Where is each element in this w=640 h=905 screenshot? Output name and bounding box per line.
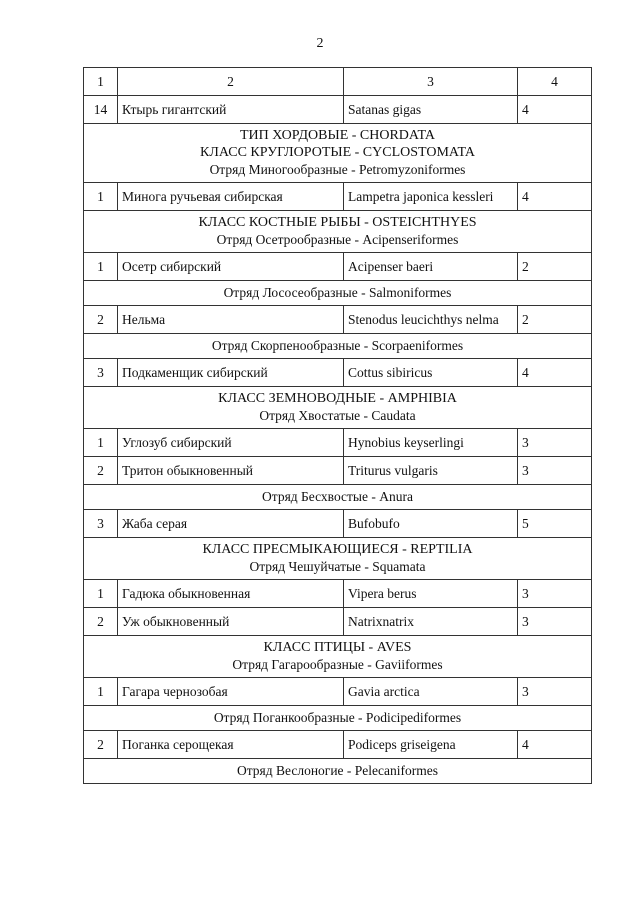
taxon-order-heading: Отряд Веслоногие - Pelecaniformes <box>236 763 439 778</box>
taxon-class-heading: КЛАСС ПРЕСМЫКАЮЩИЕСЯ - REPTILIA <box>202 542 473 557</box>
category-cell: 3 <box>518 429 592 457</box>
taxon-order-heading: Отряд Лососеобразные - Salmoniformes <box>223 285 452 300</box>
taxon-section-row <box>84 706 592 731</box>
row-number-cell: 1 <box>84 580 118 608</box>
taxon-heading-cell <box>84 636 592 678</box>
table-row <box>84 457 592 485</box>
taxon-heading-cell <box>84 334 592 359</box>
latin-name-cell: Bufobufo <box>344 510 518 538</box>
taxon-order-heading: Отряд Гагарообразные - Gaviiformes <box>232 657 443 672</box>
taxon-section-row <box>84 124 592 183</box>
table-row <box>84 306 592 334</box>
species-table <box>83 67 592 784</box>
table-row <box>84 429 592 457</box>
category-cell: 3 <box>518 678 592 706</box>
category-cell: 2 <box>518 253 592 281</box>
row-number-cell: 1 <box>84 183 118 211</box>
latin-name-cell: Hynobius keyserlingi <box>344 429 518 457</box>
row-number-cell: 1 <box>84 429 118 457</box>
category-cell: 3 <box>518 457 592 485</box>
taxon-class-heading: КЛАСС КРУГЛОРОТЫЕ - CYCLOSTOMATA <box>200 145 475 160</box>
page-number: 2 <box>316 36 324 51</box>
column-number-1: 1 <box>84 68 118 96</box>
category-cell: 4 <box>518 359 592 387</box>
taxon-heading-cell <box>84 706 592 731</box>
table-row <box>84 510 592 538</box>
russian-name-cell: Уж обыкновенный <box>118 608 344 636</box>
category-cell: 4 <box>518 731 592 759</box>
russian-name-cell: Минога ручьевая сибирская <box>118 183 344 211</box>
latin-name-cell: Vipera berus <box>344 580 518 608</box>
table-row <box>84 96 592 124</box>
column-number-4: 4 <box>518 68 592 96</box>
taxon-class-heading: КЛАСС ЗЕМНОВОДНЫЕ - AMPHIBIA <box>218 391 457 406</box>
table-row <box>84 608 592 636</box>
taxon-class-heading: КЛАСС ПТИЦЫ - AVES <box>263 640 412 655</box>
taxon-heading-cell <box>84 538 592 580</box>
column-number-3: 3 <box>344 68 518 96</box>
taxon-heading-cell <box>84 211 592 253</box>
taxon-heading-cell <box>84 387 592 429</box>
latin-name-cell: Triturus vulgaris <box>344 457 518 485</box>
table-row <box>84 253 592 281</box>
taxon-order-heading: Отряд Миногообразные - Petromyzoniformes <box>209 162 466 177</box>
latin-name-cell: Satanas gigas <box>344 96 518 124</box>
column-number-2: 2 <box>118 68 344 96</box>
russian-name-cell: Подкаменщик сибирский <box>118 359 344 387</box>
taxon-heading-cell <box>84 759 592 784</box>
taxon-class-heading: КЛАСС КОСТНЫЕ РЫБЫ - OSTEICHTHYES <box>198 215 477 230</box>
column-number-row <box>84 68 592 96</box>
taxon-section-row <box>84 281 592 306</box>
taxon-order-heading: Отряд Скорпенообразные - Scorpaeniformes <box>211 338 464 353</box>
table-row <box>84 678 592 706</box>
table-row <box>84 731 592 759</box>
row-number-cell: 2 <box>84 608 118 636</box>
row-number-cell: 2 <box>84 457 118 485</box>
taxon-order-heading: Отряд Осетрообразные - Acipenseriformes <box>216 232 459 247</box>
category-cell: 3 <box>518 580 592 608</box>
category-cell: 4 <box>518 183 592 211</box>
latin-name-cell: Cottus sibiricus <box>344 359 518 387</box>
table-row <box>84 183 592 211</box>
taxon-section-row <box>84 211 592 253</box>
row-number-cell: 2 <box>84 731 118 759</box>
category-cell: 4 <box>518 96 592 124</box>
russian-name-cell: Поганка серощекая <box>118 731 344 759</box>
taxon-class-heading: ТИП ХОРДОВЫЕ - CHORDATA <box>239 128 436 143</box>
taxon-order-heading: Отряд Хвостатые - Caudata <box>259 408 416 423</box>
russian-name-cell: Углозуб сибирский <box>118 429 344 457</box>
taxon-heading-cell <box>84 124 592 183</box>
russian-name-cell: Тритон обыкновенный <box>118 457 344 485</box>
row-number-cell: 2 <box>84 306 118 334</box>
russian-name-cell: Гадюка обыкновенная <box>118 580 344 608</box>
russian-name-cell: Гагара чернозобая <box>118 678 344 706</box>
row-number-cell: 1 <box>84 678 118 706</box>
taxon-section-row <box>84 538 592 580</box>
latin-name-cell: Podiceps griseigena <box>344 731 518 759</box>
taxon-section-row <box>84 759 592 784</box>
russian-name-cell: Жаба серая <box>118 510 344 538</box>
latin-name-cell: Lampetra japonica kessleri <box>344 183 518 211</box>
taxon-heading-cell <box>84 281 592 306</box>
row-number-cell: 3 <box>84 510 118 538</box>
category-cell: 5 <box>518 510 592 538</box>
russian-name-cell: Ктырь гигантский <box>118 96 344 124</box>
taxon-heading-cell <box>84 485 592 510</box>
russian-name-cell: Осетр сибирский <box>118 253 344 281</box>
latin-name-cell: Natrixnatrix <box>344 608 518 636</box>
taxon-section-row <box>84 636 592 678</box>
taxon-section-row <box>84 485 592 510</box>
taxon-section-row <box>84 387 592 429</box>
taxon-order-heading: Отряд Бесхвостые - Anura <box>262 489 413 504</box>
latin-name-cell: Gavia arctica <box>344 678 518 706</box>
row-number-cell: 3 <box>84 359 118 387</box>
russian-name-cell: Нельма <box>118 306 344 334</box>
category-cell: 2 <box>518 306 592 334</box>
taxon-order-heading: Отряд Поганкообразные - Podicipediformes <box>213 710 462 725</box>
category-cell: 3 <box>518 608 592 636</box>
row-number-cell: 1 <box>84 253 118 281</box>
latin-name-cell: Stenodus leucichthys nelma <box>344 306 518 334</box>
table-row <box>84 359 592 387</box>
taxon-order-heading: Отряд Чешуйчатые - Squamata <box>249 559 426 574</box>
species-table-body <box>84 68 592 784</box>
row-number-cell: 14 <box>84 96 118 124</box>
taxon-section-row <box>84 334 592 359</box>
latin-name-cell: Acipenser baeri <box>344 253 518 281</box>
table-row <box>84 580 592 608</box>
